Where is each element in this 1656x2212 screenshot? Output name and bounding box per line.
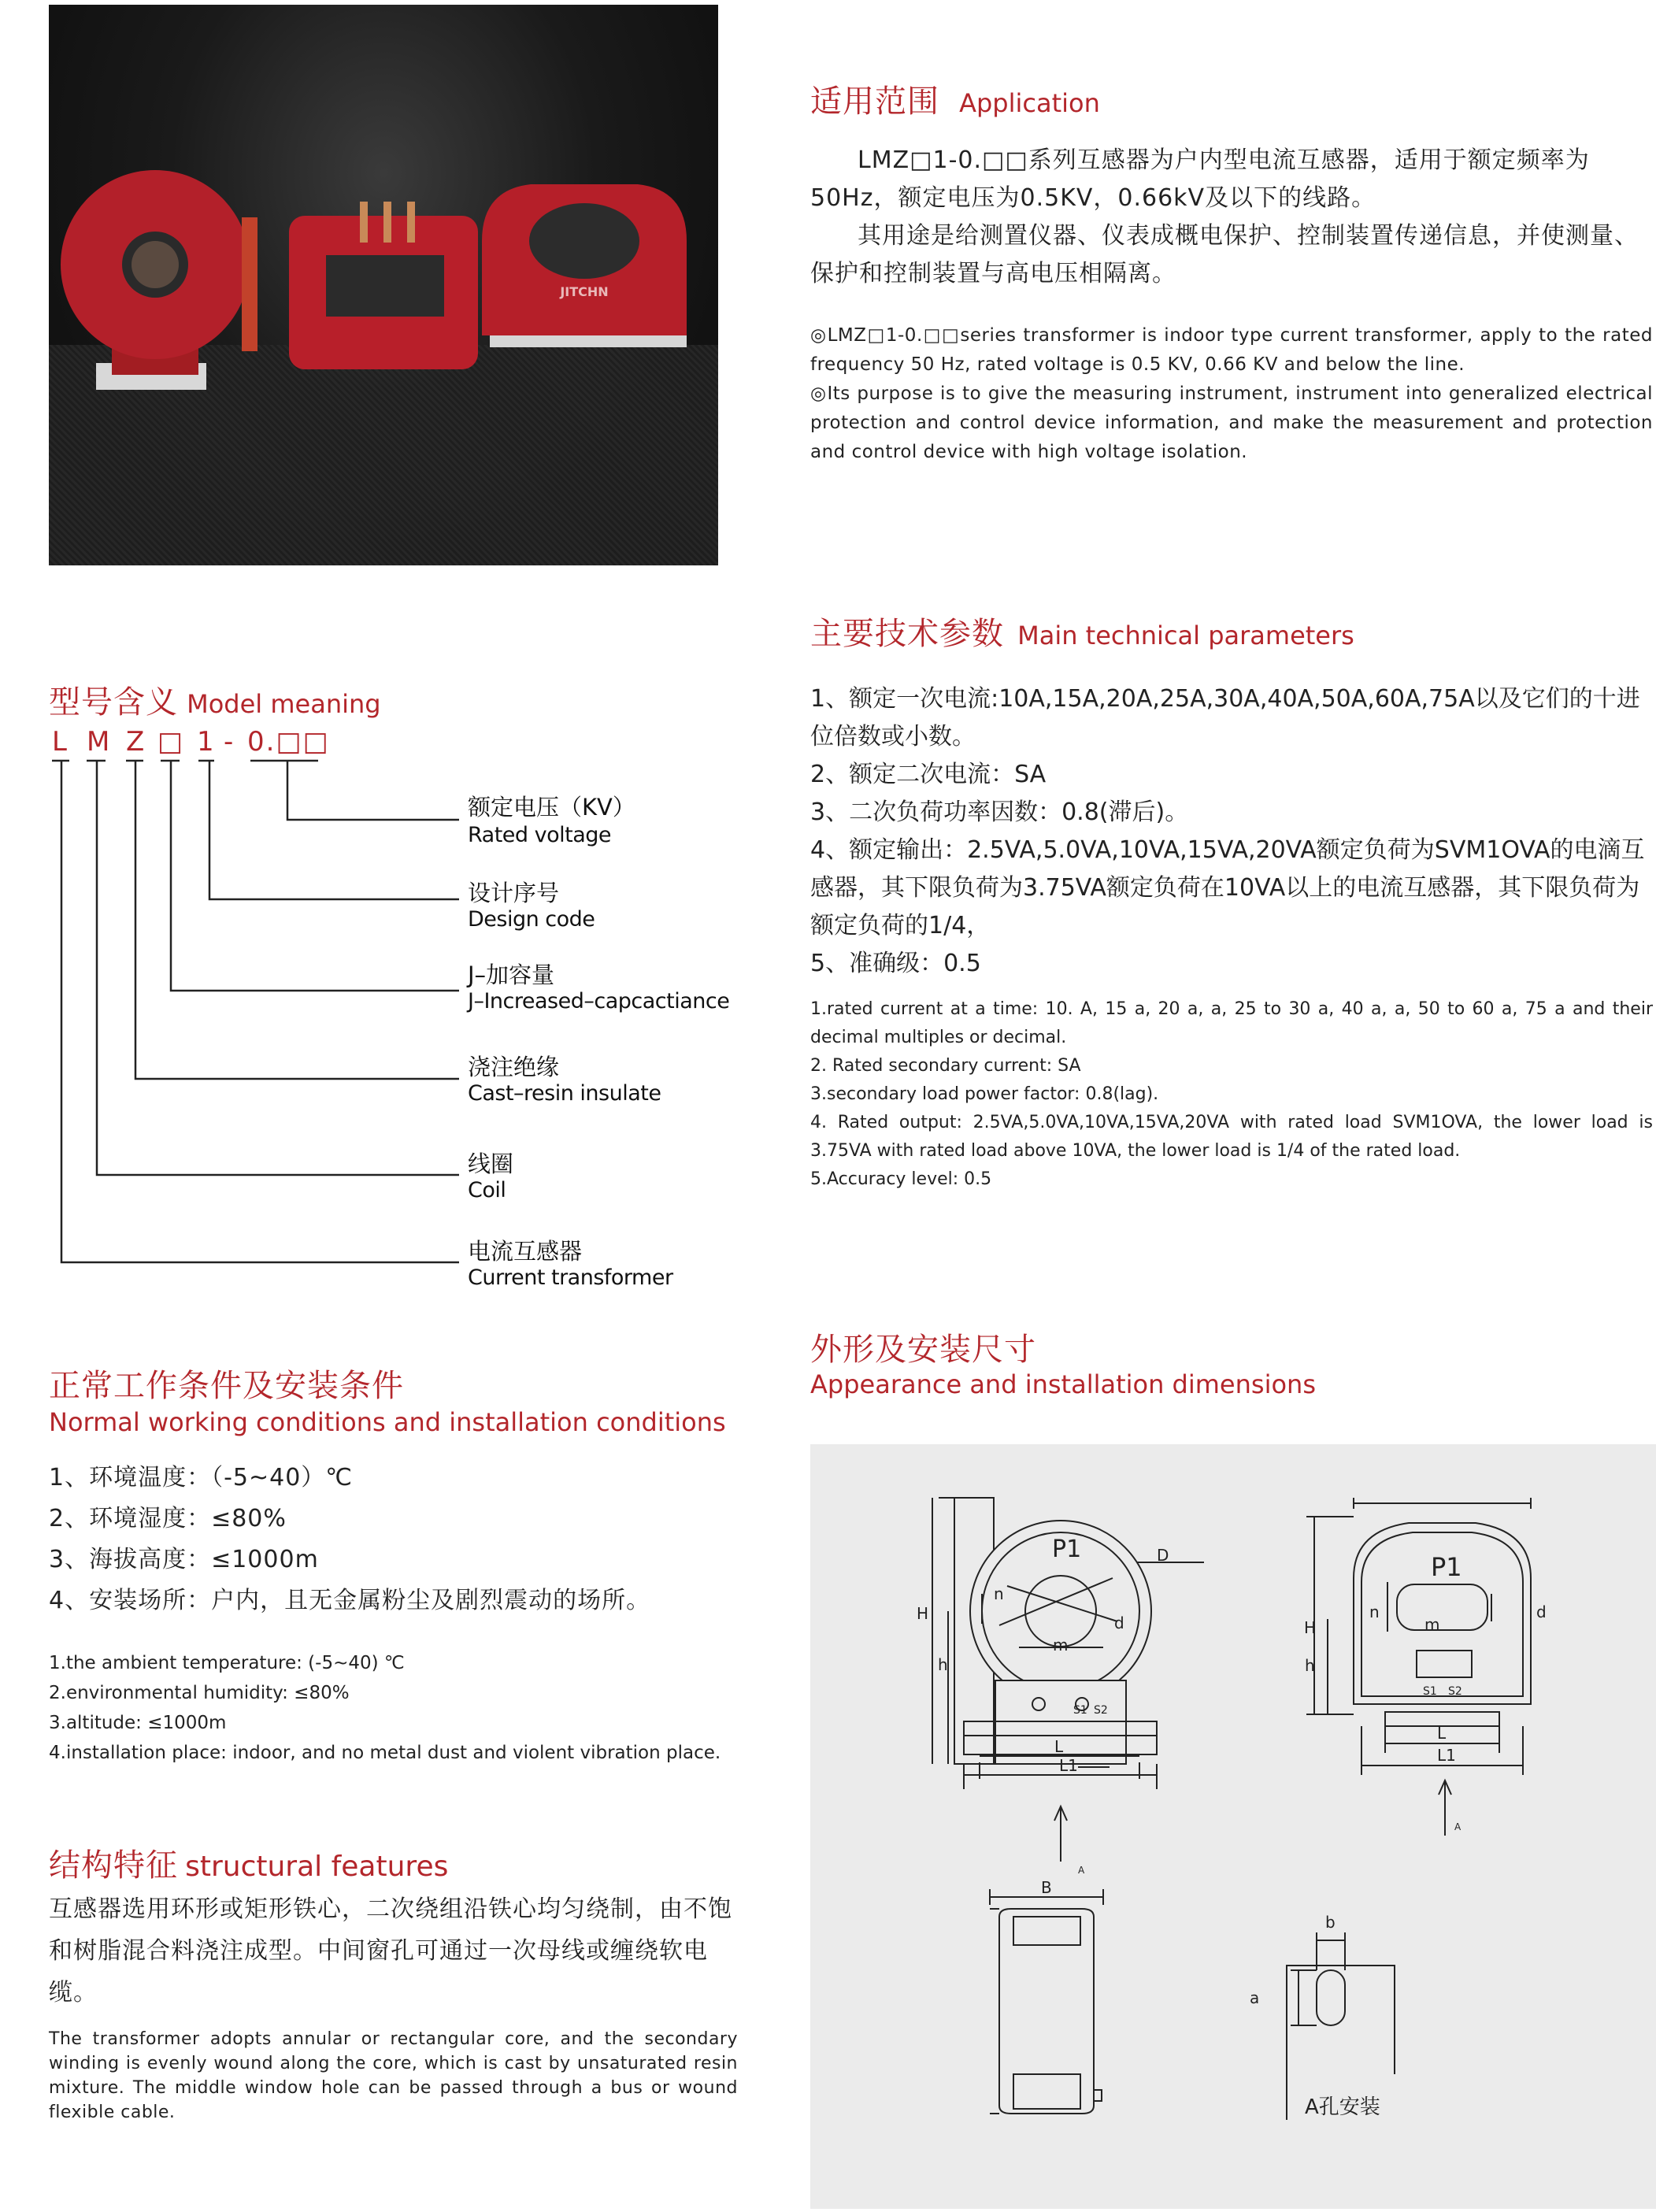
structure-en-text <box>49 2027 738 2125</box>
conditions-en-line-3: 3.altitude: ≤1000m <box>49 1713 227 1733</box>
conditions-en-line-1: 1.the ambient temperature: (-5~40) ℃ <box>49 1653 405 1673</box>
conditions-cn-line-2: 2、环境湿度：≤80% <box>49 1505 287 1532</box>
p1-s1-label: S1 <box>1423 1685 1437 1698</box>
structure-cn-para: 互感器选用环形或矩形铁心，二次绕组沿铁心均匀绕制，由不饱和树脂混合料浇注成型。中间窗孔可通过一次母线或缠绕软电缆。 <box>49 1895 732 2006</box>
ring-s1-label: S1 <box>1073 1704 1087 1717</box>
technical-title-cn: 主要技术参数 <box>810 616 1004 652</box>
application-title-cn: 适用范围 <box>810 83 939 120</box>
side-view <box>990 1889 1103 2114</box>
structure-title-cn: 结构特征 <box>49 1847 178 1884</box>
conditions-cn-line-1: 1、环境温度：（-5~40）℃ <box>49 1464 354 1491</box>
ring-n-label: n <box>994 1584 1004 1603</box>
ring-p1-label: P1 <box>1052 1536 1082 1563</box>
technical-cn-line-1: 1、额定一次电流:10A,15A,20A,25A,30A,40A,50A,60A,75A以及它们的十进位倍数或小数。 <box>810 685 1640 750</box>
p1-h-label: h <box>1305 1656 1315 1675</box>
model-item-1-en: Design code <box>468 907 595 932</box>
model-item-4-en: Coil <box>468 1178 506 1202</box>
technical-cn-line-3: 3、二次负荷功率因数：0.8(滞后)。 <box>810 798 1189 826</box>
model-item-2-cn: J–加容量 <box>468 961 555 988</box>
p1-s2-label: S2 <box>1448 1685 1462 1698</box>
p1-front-view <box>1306 1498 1531 1775</box>
model-item-4-cn: 线圈 <box>468 1150 514 1177</box>
ring-h-label: h <box>938 1655 948 1674</box>
technical-cn-line-4: 4、额定输出：2.5VA,5.0VA,10VA,15VA,20VA额定负荷为SVM1OVA的电滴互感器，其下限负荷为3.75VA额定负荷在10VA以上的电流互感器，其下限负荷为额定负荷的1/4， <box>810 836 1645 939</box>
structure-cn-text <box>49 1888 738 2014</box>
model-meaning-title-cn: 型号含义 <box>49 684 178 721</box>
conditions-title-cn: 正常工作条件及安装条件 <box>49 1368 404 1404</box>
application-cn-text <box>810 142 1653 293</box>
p1-H-label: H <box>1304 1618 1317 1637</box>
technical-en-line-4: 4. Rated output: 2.5VA,5.0VA,10VA,15VA,20VA with rated load SVM1OVA, the lower load is 3.75VA with rated load above 10VA, the lower load is 1/4 of the rated load. <box>810 1113 1653 1161</box>
model-letter-Z: Z <box>126 726 146 758</box>
a-hole-view <box>1287 1932 1395 2120</box>
ring-m-label: m <box>1053 1636 1069 1654</box>
technical-en-list <box>810 995 1653 1194</box>
model-letter-dash: - <box>224 726 235 758</box>
dimension-drawing-panel <box>810 1444 1656 2209</box>
technical-en-line-2: 2. Rated secondary current: SA <box>810 1056 1081 1076</box>
technical-cn-list <box>810 680 1654 983</box>
model-letter-L: L <box>52 726 69 758</box>
conditions-cn-line-4: 4、安装场所：户内，且无金属粉尘及剧烈震动的场所。 <box>49 1587 651 1614</box>
p1-bottom-arrow <box>1439 1780 1451 1836</box>
technical-en-line-1: 1.rated current at a time: 10. A, 15 a, 20 a, a, 25 to 30 a, 40 a, a, 50 to 60 a, 75 a and their decimal multiples or decimal. <box>810 999 1653 1047</box>
ring-bottom-arrow <box>1054 1806 1067 1862</box>
ring-H-label: H <box>917 1604 929 1623</box>
p1-d-label: d <box>1536 1602 1547 1621</box>
hole-a-label: a <box>1250 1988 1260 2007</box>
ring-D-label: D <box>1157 1546 1169 1565</box>
ring-L1-label: L1 <box>1059 1756 1078 1775</box>
ring-s2-label: S2 <box>1094 1704 1108 1717</box>
p1-m-label: m <box>1424 1615 1440 1634</box>
application-title-en: Application <box>959 88 1100 118</box>
dimensions-title-en: Appearance and installation dimensions <box>810 1369 1316 1399</box>
application-heading <box>810 76 1100 121</box>
p1-L1-label: L1 <box>1437 1746 1456 1765</box>
model-item-0-en: Rated voltage <box>468 823 612 847</box>
technical-heading <box>810 609 1354 654</box>
dimensions-heading <box>810 1325 1316 1399</box>
model-letter-1: 1 <box>197 726 216 758</box>
model-item-2-en: J–Increased–capcactiance <box>468 989 730 1013</box>
conditions-cn-list <box>49 1458 650 1621</box>
dimensions-title-cn: 外形及安装尺寸 <box>810 1332 1036 1368</box>
model-item-0-cn: 额定电压（KV） <box>468 794 635 821</box>
technical-cn-line-5: 5、准确级：0.5 <box>810 950 981 977</box>
p1-label: P1 <box>1431 1552 1462 1582</box>
application-en-text <box>810 321 1653 467</box>
model-item-1-cn: 设计序号 <box>468 880 560 906</box>
technical-en-line-5: 5.Accuracy level: 0.5 <box>810 1169 992 1189</box>
structure-title-en: structural features <box>185 1851 449 1883</box>
technical-title-en: Main technical parameters <box>1017 621 1354 650</box>
ring-L-label: L <box>1054 1737 1064 1756</box>
p1-n-label: n <box>1369 1602 1380 1621</box>
conditions-heading <box>49 1361 726 1437</box>
p1-L-label: L <box>1437 1724 1447 1743</box>
model-letter-voltage: 0.□□ <box>247 726 330 758</box>
dimension-drawings <box>810 1444 1656 2209</box>
side-B-label: B <box>1041 1878 1052 1897</box>
application-en-para2: ◎Its purpose is to give the measuring instrument, instrument into generalized electrical protection and control device information, and make the measurement and protection and control device with high voltage isolation. <box>810 383 1653 462</box>
model-item-3-en: Cast–resin insulate <box>468 1081 661 1106</box>
model-item-5-en: Current transformer <box>468 1265 673 1290</box>
technical-cn-line-2: 2、额定二次电流：SA <box>810 761 1047 788</box>
structure-heading <box>49 1840 448 1885</box>
conditions-cn-line-3: 3、海拔高度：≤1000m <box>49 1546 319 1573</box>
svg-text:JITCHN: JITCHN <box>560 284 609 299</box>
conditions-en-line-2: 2.environmental humidity: ≤80% <box>49 1683 350 1703</box>
hole-b-label: b <box>1325 1913 1336 1932</box>
conditions-en-line-4: 4.installation place: indoor, and no metal dust and violent vibration place. <box>49 1743 721 1763</box>
p1-A-label: A <box>1454 1821 1462 1832</box>
ring-d-label: d <box>1114 1614 1124 1632</box>
conditions-en-list <box>49 1648 721 1768</box>
ring-A-label: A <box>1078 1865 1085 1876</box>
application-cn-para1: LMZ□1-0.□□系列互感器为户内型电流互感器，适用于额定频率为50Hz，额定电压为0.5KV，0.66kV及以下的线路。 <box>810 146 1590 212</box>
model-item-3-cn: 浇注绝缘 <box>468 1054 560 1080</box>
application-en-para1: ◎LMZ□1-0.□□series transformer is indoor type current transformer, apply to the rated frequency 50 Hz, rated voltage is 0.5 KV, 0.66 KV and below the line. <box>810 325 1653 375</box>
model-item-5-cn: 电流互感器 <box>468 1238 583 1265</box>
structure-en-para: The transformer adopts annular or rectangular core, and the secondary winding is evenly wound along the core, which is cast by unsaturated resin mixture. The middle window hole can be passed through a bus or wound flexible cable. <box>49 2029 738 2122</box>
conditions-title-en: Normal working conditions and installation conditions <box>49 1407 726 1437</box>
model-letter-M: M <box>87 726 112 758</box>
application-cn-para2: 其用途是给测置仪器、仪表成概电保护、控制装置传递信息，并使测量、保护和控制装置与高电压相隔离。 <box>810 222 1639 287</box>
model-letter-box: □ <box>157 726 185 758</box>
model-meaning-title-en: Model meaning <box>187 689 381 719</box>
a-hole-caption: A孔安装 <box>1305 2095 1380 2119</box>
model-meaning-leader-lines <box>0 0 787 1339</box>
technical-en-line-3: 3.secondary load power factor: 0.8(lag). <box>810 1084 1159 1104</box>
